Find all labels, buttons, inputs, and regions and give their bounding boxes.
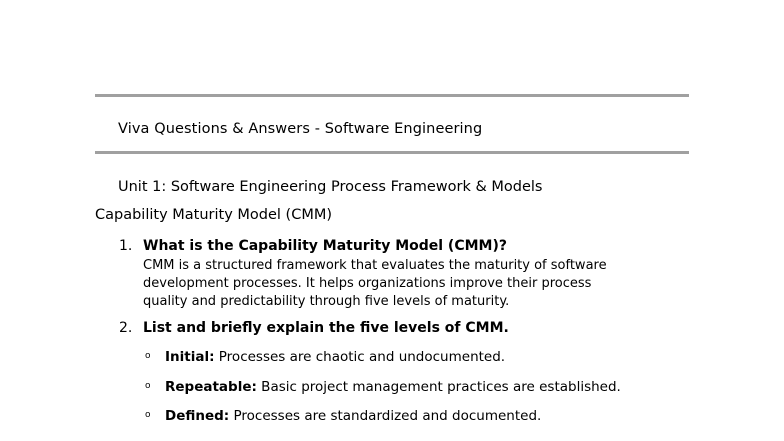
question-1-text: What is the Capability Maturity Model (CMM)? bbox=[143, 238, 507, 254]
question-1-answer bbox=[143, 257, 683, 311]
level-description: Processes are standardized and documented. bbox=[229, 408, 542, 424]
question-2-text: List and briefly explain the five levels of CMM. bbox=[143, 320, 509, 336]
level-name: Repeatable: bbox=[165, 379, 257, 395]
level-item-defined bbox=[145, 408, 542, 424]
level-description: Basic project management practices are established. bbox=[256, 379, 621, 395]
level-item-repeatable bbox=[145, 379, 621, 395]
bullet-icon: o bbox=[145, 410, 151, 420]
level-description: Processes are chaotic and undocumented. bbox=[214, 349, 506, 365]
answer-line: development processes. It helps organizations improve their process bbox=[143, 276, 592, 291]
level-name: Defined: bbox=[165, 408, 230, 424]
section-heading: Capability Maturity Model (CMM) bbox=[95, 207, 333, 223]
level-item-initial bbox=[145, 349, 506, 365]
unit-heading: Unit 1: Software Engineering Process Framework & Models bbox=[118, 179, 543, 195]
question-2-number: 2. bbox=[119, 320, 133, 336]
document-title: Viva Questions & Answers - Software Engineering bbox=[118, 121, 483, 137]
header-top-rule bbox=[95, 94, 689, 97]
bullet-icon: o bbox=[145, 381, 151, 391]
question-1-number: 1. bbox=[119, 238, 133, 254]
level-name: Initial: bbox=[165, 349, 215, 365]
header-bottom-rule bbox=[95, 151, 689, 154]
answer-line: CMM is a structured framework that evaluates the maturity of software bbox=[143, 258, 607, 273]
bullet-icon: o bbox=[145, 351, 151, 361]
answer-line: quality and predictability through five levels of maturity. bbox=[143, 294, 510, 309]
